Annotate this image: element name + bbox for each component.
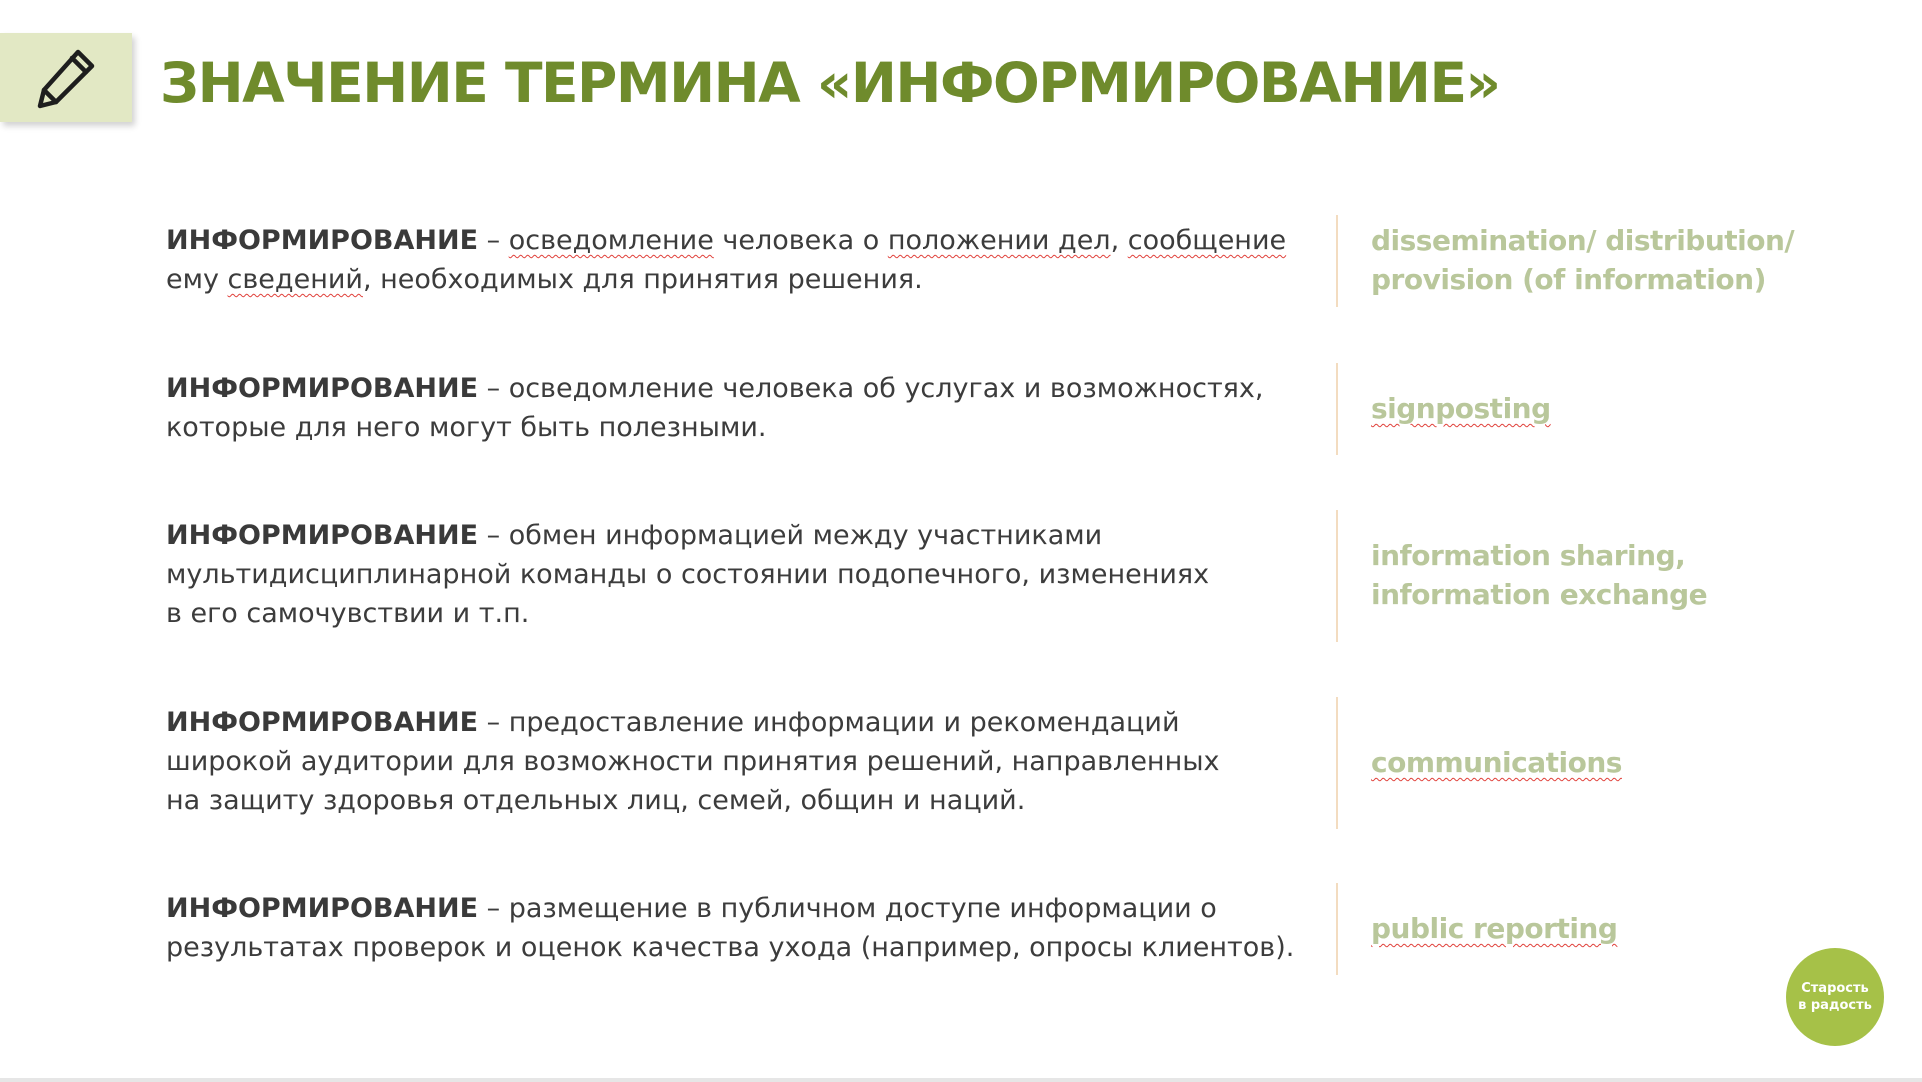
english-term-1: dissemination/ distribution/ provision (of information) bbox=[1371, 224, 1795, 296]
spellcheck-word: сведений bbox=[227, 264, 363, 295]
definition-term: ИНФОРМИРОВАНИЕ bbox=[166, 373, 479, 404]
logo-line-2: в радость bbox=[1798, 998, 1872, 1013]
starost-v-radost-logo bbox=[1786, 948, 1884, 1046]
spellcheck-word: signposting bbox=[1371, 392, 1551, 425]
spellcheck-word: public reporting bbox=[1371, 912, 1618, 945]
pencil-icon bbox=[34, 46, 98, 110]
logo-line-1: Старость bbox=[1801, 981, 1869, 996]
divider bbox=[1336, 510, 1338, 642]
spellcheck-word: положении дел bbox=[887, 225, 1111, 256]
english-term-4 bbox=[1371, 743, 1891, 782]
page-title: ЗНАЧЕНИЕ ТЕРМИНА «ИНФОРМИРОВАНИЕ» bbox=[160, 51, 1500, 115]
divider bbox=[1336, 215, 1338, 307]
definition-3: ИНФОРМИРОВАНИЕ – обмен информацией между участниками мультидисциплинарной команды о состоянии подопечного, изменениях в его самочувствии и т.п. bbox=[166, 520, 1210, 629]
definition-2: ИНФОРМИРОВАНИЕ – осведомление человека об услугах и возможностях, которые для него могут быть полезными. bbox=[166, 373, 1264, 443]
definition-term: ИНФОРМИРОВАНИЕ bbox=[166, 225, 479, 256]
definition-4: ИНФОРМИРОВАНИЕ – предоставление информации и рекомендаций широкой аудитории для возможности принятия решений, направленных на защиту здоровья отдельных лиц, семей, общин и наций. bbox=[166, 707, 1220, 816]
definition-term: ИНФОРМИРОВАНИЕ bbox=[166, 707, 479, 738]
bottom-border bbox=[0, 1078, 1922, 1082]
english-term-3: information sharing, information exchange bbox=[1371, 539, 1708, 611]
definition-term: ИНФОРМИРОВАНИЕ bbox=[166, 520, 479, 551]
divider bbox=[1336, 697, 1338, 829]
spellcheck-word: communications bbox=[1371, 746, 1622, 779]
spellcheck-word: сообщение bbox=[1127, 225, 1287, 256]
english-term-5 bbox=[1371, 909, 1891, 948]
definition-term: ИНФОРМИРОВАНИЕ bbox=[166, 893, 479, 924]
spellcheck-word: осведомление bbox=[508, 225, 714, 256]
pencil-icon-box bbox=[0, 33, 132, 122]
definition-5: ИНФОРМИРОВАНИЕ – размещение в публичном доступе информации о результатах проверок и оценок качества ухода (например, опросы клиентов). bbox=[166, 893, 1295, 963]
divider bbox=[1336, 883, 1338, 975]
definition-1: ИНФОРМИРОВАНИЕ – осведомление человека о положении дел, сообщение ему сведений, необходимых для принятия решения. bbox=[166, 225, 1287, 295]
english-term-2 bbox=[1371, 389, 1891, 428]
divider bbox=[1336, 363, 1338, 455]
